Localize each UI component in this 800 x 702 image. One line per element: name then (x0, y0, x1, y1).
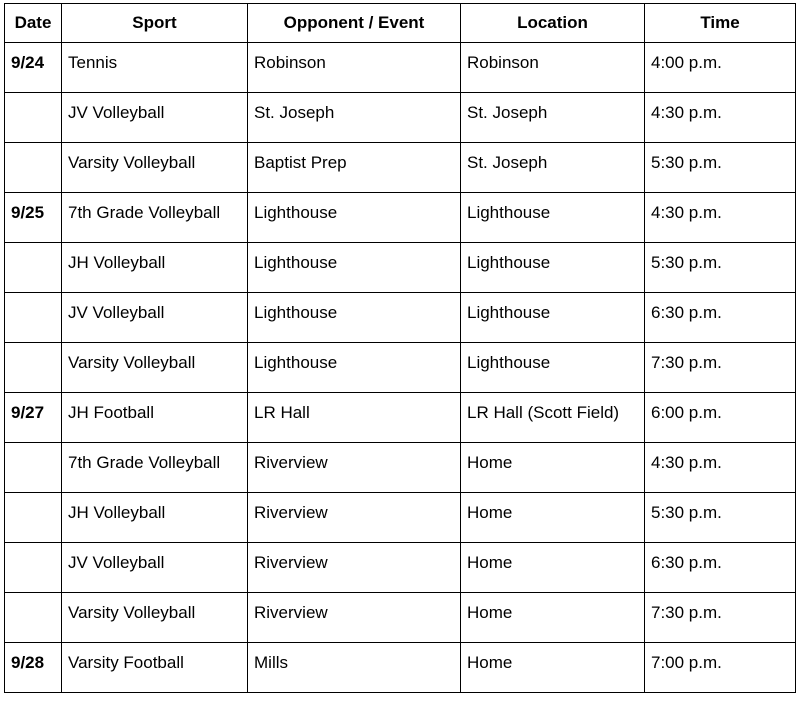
opponent-cell: Lighthouse (248, 293, 461, 343)
opponent-cell: Lighthouse (248, 343, 461, 393)
opponent-cell: Lighthouse (248, 243, 461, 293)
table-row (5, 293, 796, 343)
sport-cell: Varsity Football (62, 643, 248, 693)
table-row (5, 443, 796, 493)
schedule-body (5, 43, 796, 693)
location-cell: St. Joseph (461, 143, 645, 193)
location-cell: Home (461, 543, 645, 593)
time-cell: 4:00 p.m. (645, 43, 796, 93)
column-header-time: Time (645, 4, 796, 43)
sport-cell: JV Volleyball (62, 93, 248, 143)
opponent-cell: Riverview (248, 543, 461, 593)
sport-cell: JH Volleyball (62, 493, 248, 543)
time-cell: 4:30 p.m. (645, 443, 796, 493)
time-cell: 7:30 p.m. (645, 593, 796, 643)
opponent-cell: LR Hall (248, 393, 461, 443)
location-cell: Lighthouse (461, 293, 645, 343)
location-cell: St. Joseph (461, 93, 645, 143)
location-cell: LR Hall (Scott Field) (461, 393, 645, 443)
sport-cell: Varsity Volleyball (62, 143, 248, 193)
sport-cell: JV Volleyball (62, 543, 248, 593)
location-cell: Home (461, 493, 645, 543)
time-cell: 6:30 p.m. (645, 293, 796, 343)
date-cell: 9/28 (5, 643, 62, 693)
opponent-cell: Riverview (248, 593, 461, 643)
table-row (5, 393, 796, 443)
time-cell: 5:30 p.m. (645, 493, 796, 543)
table-row (5, 643, 796, 693)
date-cell (5, 143, 62, 193)
sport-cell: JH Volleyball (62, 243, 248, 293)
table-row (5, 243, 796, 293)
date-cell (5, 243, 62, 293)
sport-cell: 7th Grade Volleyball (62, 193, 248, 243)
date-cell: 9/25 (5, 193, 62, 243)
opponent-cell: Robinson (248, 43, 461, 93)
column-header-date: Date (5, 4, 62, 43)
date-cell (5, 493, 62, 543)
opponent-cell: Lighthouse (248, 193, 461, 243)
date-cell (5, 593, 62, 643)
date-cell (5, 343, 62, 393)
time-cell: 6:30 p.m. (645, 543, 796, 593)
sport-cell: 7th Grade Volleyball (62, 443, 248, 493)
date-cell (5, 543, 62, 593)
sport-cell: Varsity Volleyball (62, 343, 248, 393)
sport-cell: Tennis (62, 43, 248, 93)
table-row (5, 593, 796, 643)
table-row (5, 543, 796, 593)
date-cell: 9/24 (5, 43, 62, 93)
opponent-cell: Mills (248, 643, 461, 693)
header-row (5, 4, 796, 43)
table-row (5, 143, 796, 193)
time-cell: 6:00 p.m. (645, 393, 796, 443)
time-cell: 4:30 p.m. (645, 93, 796, 143)
table-row (5, 43, 796, 93)
column-header-opponent: Opponent / Event (248, 4, 461, 43)
schedule-table (4, 3, 796, 693)
table-row (5, 343, 796, 393)
sport-cell: JH Football (62, 393, 248, 443)
opponent-cell: Riverview (248, 443, 461, 493)
location-cell: Home (461, 593, 645, 643)
location-cell: Lighthouse (461, 343, 645, 393)
column-header-sport: Sport (62, 4, 248, 43)
table-row (5, 493, 796, 543)
schedule-container (4, 3, 796, 693)
opponent-cell: Baptist Prep (248, 143, 461, 193)
time-cell: 7:00 p.m. (645, 643, 796, 693)
time-cell: 7:30 p.m. (645, 343, 796, 393)
table-row (5, 93, 796, 143)
location-cell: Home (461, 643, 645, 693)
time-cell: 4:30 p.m. (645, 193, 796, 243)
date-cell (5, 93, 62, 143)
opponent-cell: Riverview (248, 493, 461, 543)
location-cell: Lighthouse (461, 243, 645, 293)
location-cell: Lighthouse (461, 193, 645, 243)
date-cell: 9/27 (5, 393, 62, 443)
sport-cell: Varsity Volleyball (62, 593, 248, 643)
table-row (5, 193, 796, 243)
column-header-location: Location (461, 4, 645, 43)
location-cell: Home (461, 443, 645, 493)
date-cell (5, 443, 62, 493)
time-cell: 5:30 p.m. (645, 143, 796, 193)
opponent-cell: St. Joseph (248, 93, 461, 143)
location-cell: Robinson (461, 43, 645, 93)
time-cell: 5:30 p.m. (645, 243, 796, 293)
date-cell (5, 293, 62, 343)
sport-cell: JV Volleyball (62, 293, 248, 343)
